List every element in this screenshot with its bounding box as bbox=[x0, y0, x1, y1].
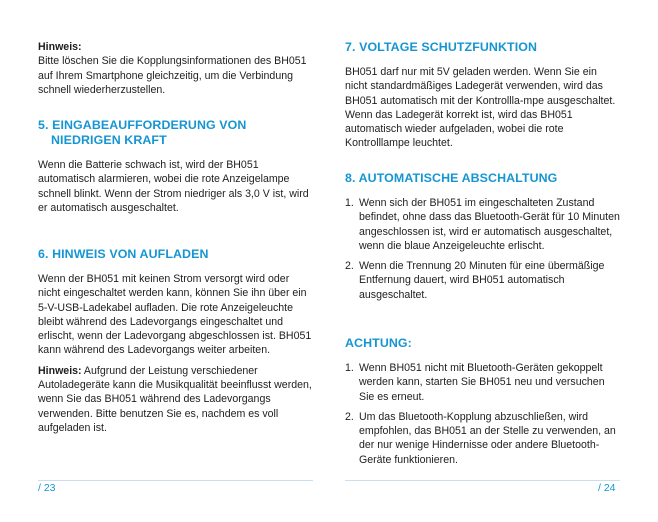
footer-rule-left bbox=[38, 480, 313, 481]
section-5-title-line2: NIEDRIGEN KRAFT bbox=[51, 133, 167, 147]
list-number: 1. bbox=[345, 197, 354, 209]
footer-rule-right bbox=[345, 480, 620, 481]
list-text: Wenn BH051 nicht mit Bluetooth-Geräten gekoppelt werden kann, starten Sie BH051 neu und versuchen Sie es erneut. bbox=[359, 362, 605, 403]
list-text: Wenn sich der BH051 im eingeschalteten Zustand befindet, ohne dass das Bluetooth-Gerät für 10 Minuten angeschlossen ist, wird er automatisch ausgeschaltet, wenn die blaue Anzeigeleuchte erlischt. bbox=[359, 197, 620, 252]
section-7-text: BH051 darf nur mit 5V geladen werden. Wenn Sie ein nicht standardmäßiges Ladegerät verwenden, wird das BH051 automatisch mit der Kontrollla-mpe ausgeschaltet. Wenn das Ladegerät korrekt ist, wird das BH051 automatisch wieder aufgeladen, wobei die rote Kontrolllampe leuchtet. bbox=[345, 66, 616, 150]
section-7-title: 7. VOLTAGE SCHUTZFUNKTION bbox=[345, 40, 538, 54]
list-item bbox=[345, 259, 620, 302]
caution-list bbox=[345, 361, 620, 467]
section-8-list bbox=[345, 196, 620, 302]
section-5 bbox=[38, 118, 313, 215]
section-6 bbox=[38, 247, 313, 435]
page-number-left: / 23 bbox=[38, 482, 56, 494]
page-number-right: / 24 bbox=[598, 482, 616, 494]
hint-text: Bitte löschen Sie die Kopplungsinformationen des BH051 auf Ihrem Smartphone gleichzeitig, um die Verbindung schnell wiederherzustellen. bbox=[38, 55, 307, 96]
hint-label: Hinweis: bbox=[38, 41, 82, 53]
list-text: Wenn die Trennung 20 Minuten für eine übermäßige Entfernung dauert, wird BH051 automatisch ausgeschaltet. bbox=[359, 260, 605, 301]
section-5-title-line1: 5. EINGABEAUFFORDERUNG VON bbox=[38, 118, 247, 132]
section-7 bbox=[345, 40, 620, 151]
list-number: 2. bbox=[345, 410, 354, 423]
list-item bbox=[345, 196, 620, 253]
hint-text: Aufgrund der Leistung verschiedener Autoladegeräte kann die Musikqualität beeinflusst werden, wenn Sie das BH051 während des Ladevorgangs verwenden. Bitte benutzen Sie es, nachdem es voll aufgeladen ist. bbox=[38, 364, 312, 434]
list-item bbox=[345, 410, 620, 467]
caution-title: ACHTUNG: bbox=[345, 336, 412, 350]
section-8 bbox=[345, 171, 620, 302]
hint-block-1 bbox=[38, 40, 313, 97]
hint-label: Hinweis: bbox=[38, 364, 82, 377]
list-text: Um das Bluetooth-Kopplung abzuschließen, wird empfohlen, das BH051 an der Stelle zu verwenden, an der nur wenige Hindernisse oder andere Bluetooth-Geräte funktionieren. bbox=[359, 410, 616, 466]
list-number: 2. bbox=[345, 260, 354, 273]
hint-block-2 bbox=[38, 364, 313, 435]
section-6-title: 6. HINWEIS VON AUFLADEN bbox=[38, 247, 209, 261]
list-item bbox=[345, 361, 620, 404]
caution-section bbox=[345, 336, 620, 467]
list-number: 1. bbox=[345, 362, 354, 374]
section-6-text: Wenn der BH051 mit keinen Strom versorgt wird oder nicht eingeschaltet werden kann, können Sie ihn über ein 5-V-USB-Ladekabel aufladen. Die rote Anzeigeleuchte bleibt während des Ladevorgangs eingeschaltet und erlischt, wenn der Ladevorgang abgeschlossen ist. BH051 kann während des Ladevorgangs weiter arbeiten. bbox=[38, 273, 312, 357]
section-8-title: 8. AUTOMATISCHE ABSCHALTUNG bbox=[345, 171, 558, 185]
section-5-text: Wenn die Batterie schwach ist, wird der BH051 automatisch alarmieren, wobei die rote Anzeigelampe schnell blinkt. Wenn der Strom niedriger als 3,0 V ist, wird er automatisch ausgeschaltet. bbox=[38, 159, 309, 214]
